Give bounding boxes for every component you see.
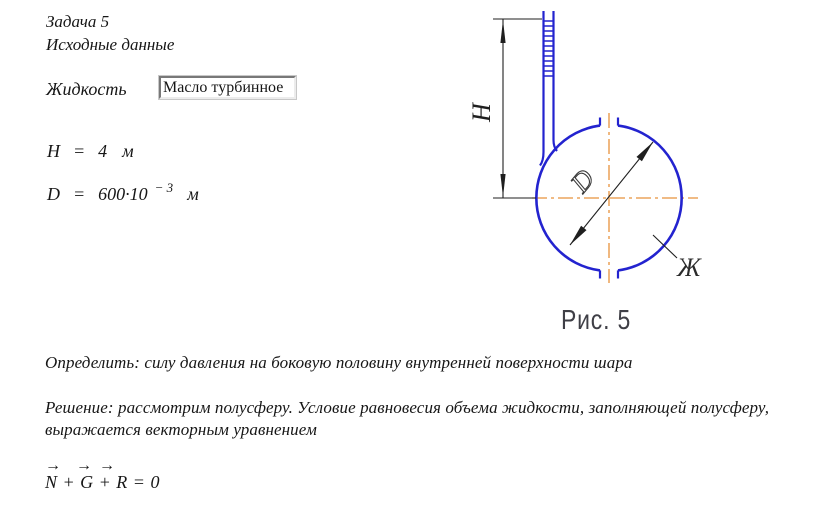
given-h-equals: = xyxy=(73,141,86,161)
given-h-unit: м xyxy=(122,141,134,161)
h-dimension xyxy=(493,19,542,198)
d-arrowhead-down xyxy=(570,226,587,245)
solution-text-line1: Решение: рассмотрим полусферу. Условие равновесия объема жидкости, заполняющей полусферу, xyxy=(45,398,770,417)
h-arrowhead-up xyxy=(500,20,505,43)
liquid-hatching xyxy=(545,21,553,76)
given-h-symbol: H xyxy=(47,141,60,161)
given-d-equals: = xyxy=(73,184,86,204)
solution-text-line2: выражается векторным уравнением xyxy=(45,420,317,439)
given-h xyxy=(47,141,134,162)
vector-arrow-r: → xyxy=(99,457,115,474)
given-d-exponent: − 3 xyxy=(154,180,174,195)
given-h-value: 4 xyxy=(98,141,108,161)
vector-equation: N + G + R = 0 xyxy=(45,472,160,492)
vector-arrow-n: → xyxy=(45,457,61,474)
given-d xyxy=(47,180,199,205)
h-arrowhead-down xyxy=(500,174,505,197)
determine-text: Определить: силу давления на боковую половину внутренней поверхности шара xyxy=(45,353,633,372)
given-d-value: 600·10 xyxy=(98,184,148,204)
liquid-label: Жидкость xyxy=(46,79,127,99)
standpipe xyxy=(540,11,557,166)
label-h: H xyxy=(467,103,496,122)
label-liquid: Ж xyxy=(677,253,701,282)
given-d-unit: м xyxy=(187,184,199,204)
label-d: D xyxy=(564,163,601,198)
d-arrowhead-up xyxy=(637,142,654,161)
liquid-input[interactable] xyxy=(159,76,296,99)
figure-caption: Рис. 5 xyxy=(561,304,632,335)
given-d-symbol: D xyxy=(47,184,60,204)
figure-drawing xyxy=(440,0,720,300)
standpipe-left-wall xyxy=(540,11,544,166)
page-title: Задача 5 xyxy=(46,12,110,31)
standpipe-right-wall xyxy=(554,11,558,151)
vector-arrow-g: → xyxy=(76,457,92,474)
page-subtitle: Исходные данные xyxy=(46,35,175,54)
centerlines xyxy=(532,113,698,283)
